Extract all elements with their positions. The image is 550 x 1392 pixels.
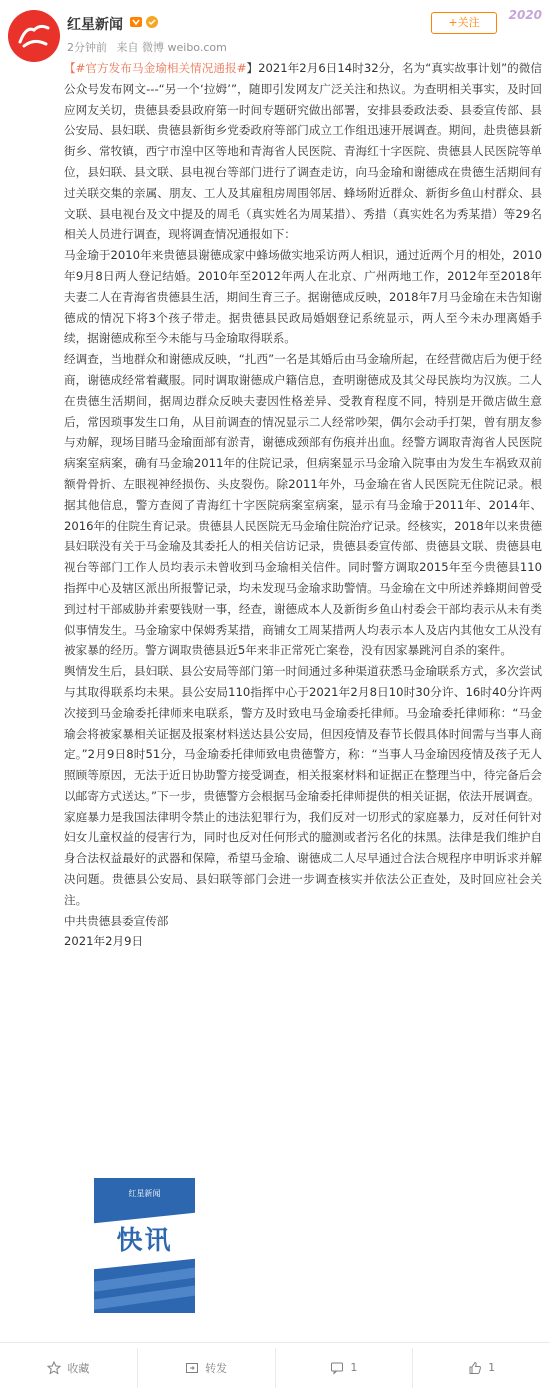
like-count: 1 [488,1361,496,1374]
thumbs-up-icon [468,1361,482,1375]
post-meta [67,39,227,55]
favorite-label: 收藏 [67,1361,90,1375]
comment-icon [330,1361,344,1375]
like-button[interactable] [413,1348,550,1388]
star-icon [47,1361,61,1375]
action-bar [0,1342,550,1392]
post-signature: 中共贵德县委宣传部 [64,913,169,928]
repost-button[interactable] [138,1348,276,1388]
verified-icon [145,14,159,28]
favorite-button[interactable] [0,1348,138,1388]
source-link[interactable]: 微博 [142,41,164,54]
avatar[interactable] [8,10,60,62]
comment-button[interactable] [276,1348,414,1388]
source-prefix: 来自 [116,41,139,54]
post-content [64,58,542,952]
image-title: 快讯 [116,1226,173,1256]
source-url[interactable]: weibo.com [167,41,227,54]
post-time[interactable]: 2分钟前 [67,41,107,54]
post-paragraph: 经调查，当地群众和谢德成反映，“扎西”一名是其婚后由马金瑜所起，在经营微店后为便于经商，谢德成经常着藏服。同时调取谢德成户籍信息，查明谢德成及其父母民族均为汉族。二人在贵德生活期间，据周边群众反映夫妻因性格差异、受教育程度不同，特别是开微店做生意后，常因琐事发生口角，从目前调查的情况显示二人经常吵架，偶尔会动手打架，曾有朋友参与劝解，现场目睹马金瑜面部有淤青，谢德成颈部有伤痕并出血。经警方调取青海省人民医院病案室病案，确有马金瑜2011年的住院记录，但病案显示马金瑜入院事由为发生车祸致双前额骨骨折、左眼视神经损伤、头皮裂伤。除2011年外，马金瑜在省人民医院无住院记录。根据其他信息，警方查阅了青海红十字医院病案室病案，显示有马金瑜于2011年、2014年、2016年的住院生育记录。贵德县人民医院无马金瑜住院治疗记录。经核实，2018年以来贵德县妇联没有关于马金瑜及其委托人的相关信访记录，贵德县委宣传部、贵德县文联、贵德县电视台等部门工作人员均表示未曾收到马金瑜相关信件。同时警方调取2015年至今贵德县110指挥中心及辖区派出所报警记录，均未发现马金瑜求助警情。马金瑜在文中所述养蜂期间曾受到过村干部威胁并索要钱财一事，经查，谢德成本人及新街乡鱼山村委会干部均表示从未有类似事情发生。马金瑜家中保姆秀某措，商铺女工周某措两人均表示本人及店内其他女工从没有被家暴的经历。警方调取贵德县近5年来非正常死亡案卷，没有因家暴跳河自杀的案件。 [64,352,542,658]
redstar-logo-icon [14,16,54,56]
post-date: 2021年2月9日 [64,934,144,949]
topic-link[interactable]: 【#官方发布马金瑜相关情况通报# [64,61,247,75]
image-banner [94,1213,195,1270]
repost-icon [185,1361,199,1375]
comment-count: 1 [350,1361,358,1374]
post-header [0,0,550,64]
account-name[interactable]: 红星新闻 [67,17,123,33]
verified-badges [129,14,159,28]
post-paragraph [64,58,542,245]
post-paragraph: 家庭暴力是我国法律明令禁止的违法犯罪行为，我们反对一切形式的家庭暴力，反对任何针对妇女儿童权益的侵害行为，同时也反对任何形式的臆测或者污名化的抹黑。法律是我们维护自身合法权益最好的武器和保障，希望马金瑜、谢德成二人尽早通过合法合规程序申明诉求并解决问题。贵德县公安局、县妇联等部门会进一步调查核实并依法公正查处，及时回应社会关注。 [64,809,542,907]
header-decoration: 2020 [508,8,542,22]
vip-icon [129,14,143,28]
repost-label: 转发 [205,1361,228,1375]
image-brand: 红星新闻 [128,1189,161,1198]
post-paragraph: 马金瑜于2010年来贵德县谢德成家中蜂场做实地采访两人相识，通过近两个月的相处，2010年9月8日两人登记结婚。2010年至2012年两人在北京、广州两地工作，2012年至2018年夫妻二人在青海省贵德县生活，期间生育三子。据谢德成反映，2018年7月马金瑜在未告知谢德成的情况下将3个孩子带走。据贵德县民政局婚姻登记系统显示，两人至今未办理离婚手续，据谢德成称至今未能与马金瑜取得联系。 [64,248,542,346]
paragraph-text: 】2021年2月6日14时32分，名为“真实故事计划”的微信公众号发布网文---“另一个‘拉姆’”，随即引发网友广泛关注和热议。为查明相关事实，及时回应网友关切，贵德县委县政府第一时间专题研究做出部署，安排县委政法委、县委宣传部、县公安局、县妇联、贵德县新街乡党委政府等部门成立工作组迅速开展调查。期间，赴贵德县新街乡、常牧镇，西宁市湟中区等地和青海省人民医院、青海红十字医院、贵德县人民医院等单位，县妇联、县文联、县电视台等部门进行了调查走访，向马金瑜和谢德成在贵德生活期间有过关联交集的亲属、朋友、工人及其雇租房周围邻居、蜂场附近群众、新街乡鱼山村群众、县文联、县电视台及文中提及的周毛（真实姓名为周某措）、秀措（真实姓名为秀某措）等29名相关人员进行调查，现将调查情况通报如下： [64,61,542,242]
post-paragraph: 舆情发生后，县妇联、县公安局等部门第一时间通过多种渠道获悉马金瑜联系方式，多次尝试与其取得联系均未果。县公安局110指挥中心于2021年2月8日10时30分许、16时40分许两次接到马金瑜委托律师来电联系，警方及时致电马金瑜委托律师。马金瑜委托律师称：“马金瑜会将被家暴相关证据及报案材料送达县公安局，但因疫情及春节长假具体时间需与当事人商定。”2月9日8时51分，马金瑜委托律师致电贵德警方，称：“当事人马金瑜因疫情及孩子无人照顾等原因，无法于近日协助警方接受调查，相关报案材料和证据正在整理当中，待完备后会以邮寄方式送达。”下一步，贵德警方会根据马金瑜委托律师提供的相关证据，依法开展调查。 [64,664,542,803]
follow-button[interactable]: +关注 [431,12,497,34]
post-image[interactable] [94,1178,195,1313]
